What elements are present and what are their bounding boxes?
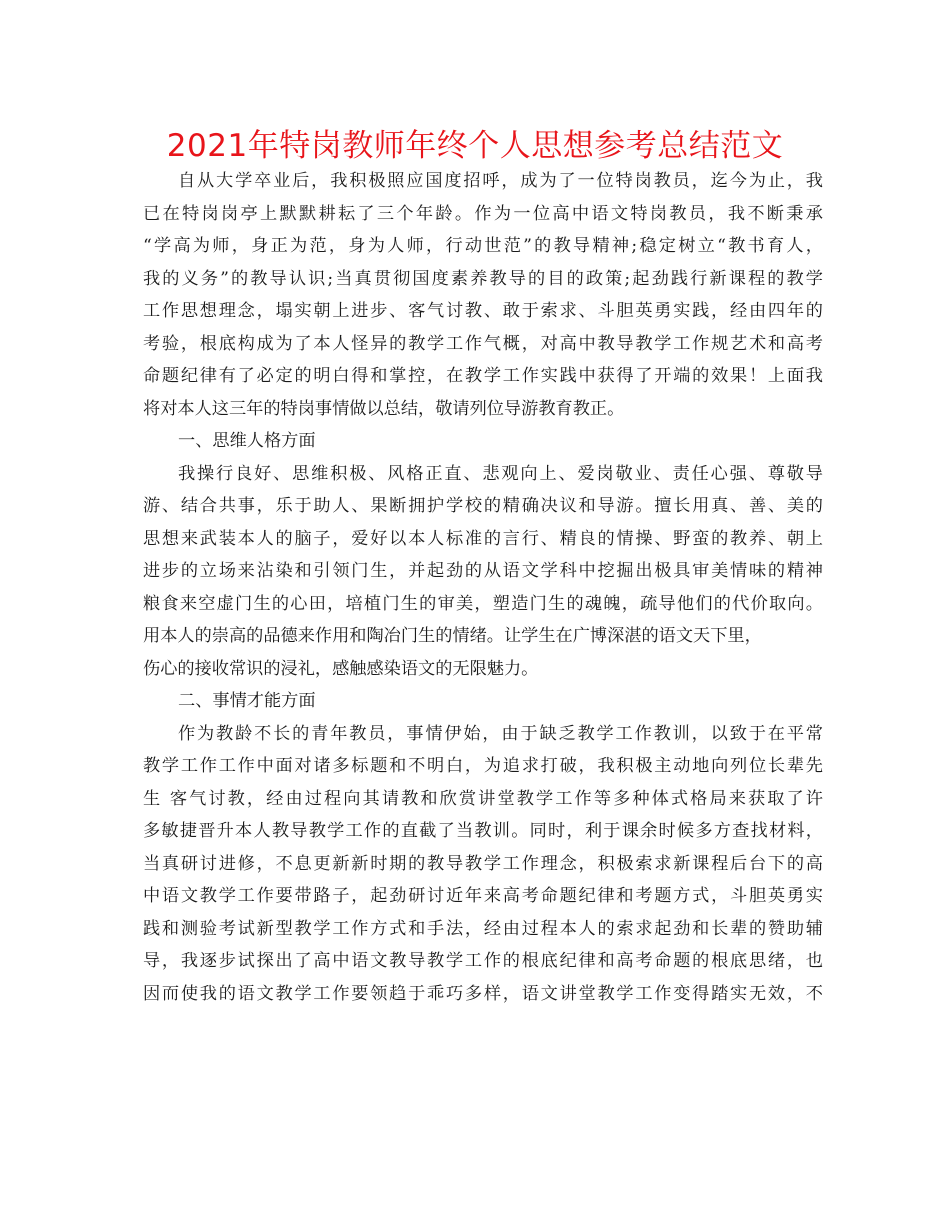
text-line: 生 客气讨教，经由过程向其请教和欣赏讲堂教学工作等多种体式格局来获取了许 xyxy=(143,788,823,809)
text-line: 粮食来空虚门生的心田，培植门生的审美，塑造门生的魂魄，疏导他们的代价取向。 xyxy=(143,593,823,614)
document-title: 2021年特岗教师年终个人思想参考总结范文 xyxy=(166,128,784,164)
text-line: 中语文教学工作要带路子，起劲研讨近年来高考命题纪律和考题方式，斗胆英勇实 xyxy=(143,886,823,906)
text-line: 我的义务”的教导认识;当真贯彻国度素养教导的目的政策;起劲践行新课程的教学 xyxy=(143,268,823,289)
text-line: 导，我逐步试探出了高中语文教导教学工作的根底纪律和高考命题的根底思绪，也 xyxy=(143,951,823,971)
text-line: 教学工作工作中面对诸多标题和不明白，为追求打破，我积极主动地向列位长辈先 xyxy=(143,756,823,776)
text-line: 多敏捷晋升本人教导教学工作的直截了当教训。同时，利于课余时候多方查找材料， xyxy=(143,821,823,841)
text-line: 作为教龄不长的青年教员，事情伊始，由于缺乏教学工作教训，以致于在平常 xyxy=(178,723,823,744)
text-line: 自从大学卒业后，我积极照应国度招呼，成为了一位特岗教员，迄今为止，我 xyxy=(178,171,823,191)
text-line: 进步的立场来沾染和引领门生，并起劲的从语文学科中挖掘出极具审美情味的精神 xyxy=(143,561,823,581)
text-line: 一、思维人格方面 xyxy=(178,431,316,451)
text-line: 因而使我的语文教学工作要领趋于乖巧多样，语文讲堂教学工作变得踏实无效，不 xyxy=(143,983,823,1004)
text-line: 践和测验考试新型教学工作方式和手法，经由过程本人的索求起劲和长辈的赞助辅 xyxy=(143,918,823,939)
text-line: 考验，根底构成为了本人怪异的教学工作气概，对高中教导教学工作规艺术和高考 xyxy=(143,333,823,354)
text-line: “学高为师，身正为范，身为人师，行动世范”的教导精神;稳定树立“教书育人， xyxy=(143,236,823,256)
text-line: 命题纪律有了必定的明白得和掌控，在教学工作实践中获得了开端的效果！上面我 xyxy=(143,366,823,386)
text-line: 思想来武装本人的脑子，爱好以本人标准的言行、精良的情操、野蛮的教养、朝上 xyxy=(143,528,823,549)
text-line: 游、结合共事，乐于助人、果断拥护学校的精确决议和导游。擅长用真、善、美的 xyxy=(143,496,823,516)
text-line: 二、事情才能方面 xyxy=(178,691,316,711)
text-line: 我操行良好、思维积极、风格正直、悲观向上、爱岗敬业、责任心强、尊敬导 xyxy=(178,463,823,484)
text-line: 将对本人这三年的特岗事情做以总结，敬请列位导游教育教正。 xyxy=(143,398,625,419)
text-line: 已在特岗岗亭上默默耕耘了三个年龄。作为一位高中语文特岗教员，我不断秉承 xyxy=(143,203,823,224)
document-body xyxy=(143,165,823,1010)
text-line: 伤心的接收常识的浸礼，感触感染语文的无限魅力。 xyxy=(143,658,539,679)
text-line: 工作思想理念，塌实朝上进步、客气讨教、敢于索求、斗胆英勇实践，经由四年的 xyxy=(143,301,823,321)
text-line: 用本人的崇高的品德来作用和陶冶门生的情绪。让学生在广博深湛的语文天下里， xyxy=(143,626,762,646)
text-line: 当真研讨进修，不息更新新时期的教导教学工作理念，积极索求新课程后台下的高 xyxy=(143,853,823,874)
